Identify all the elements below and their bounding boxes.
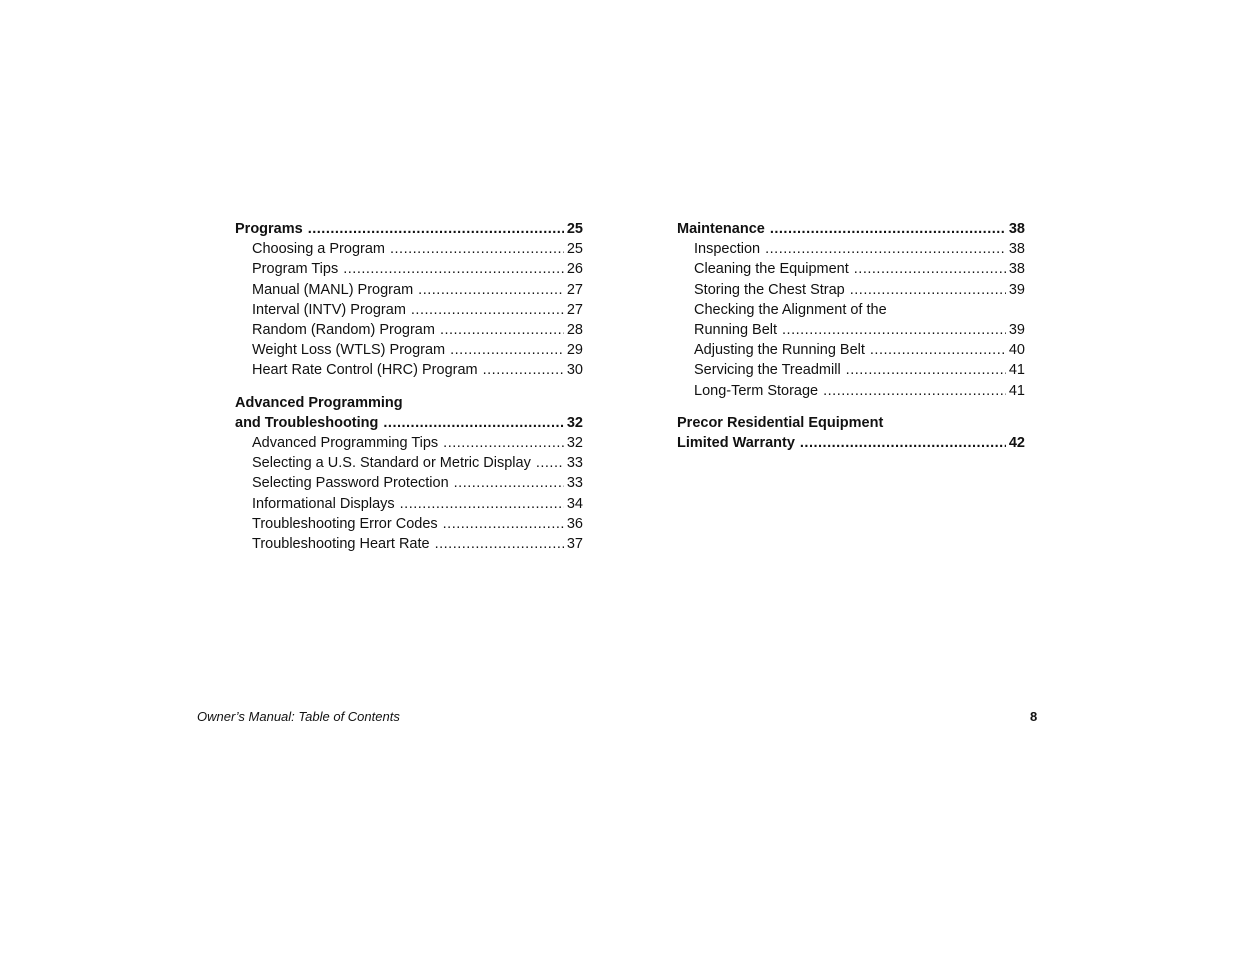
toc-entry[interactable]: Weight Loss (WTLS) Program ..... 29: [235, 340, 583, 360]
toc-entry[interactable]: Inspection ..... 38: [677, 239, 1025, 259]
toc-entry[interactable]: Cleaning the Equipment ..... 38: [677, 259, 1025, 279]
toc-entry[interactable]: Heart Rate Control (HRC) Program ..... 30: [235, 360, 583, 380]
footer-page-number: 8: [1030, 709, 1038, 724]
toc-entry[interactable]: Manual (MANL) Program ..... 27: [235, 280, 583, 300]
footer-title: Owner’s Manual: Table of Contents: [197, 709, 400, 724]
toc-heading-advanced[interactable]: and Troubleshooting ..... 32: [235, 413, 583, 433]
toc-entry[interactable]: Selecting a U.S. Standard or Metric Display ..... 33: [235, 453, 583, 473]
toc-entry[interactable]: Selecting Password Protection ..... 33: [235, 473, 583, 493]
toc-entry[interactable]: Advanced Programming Tips ..... 32: [235, 433, 583, 453]
toc-heading-warranty[interactable]: Limited Warranty ..... 42: [677, 433, 1025, 453]
toc-entry[interactable]: Storing the Chest Strap ..... 39: [677, 280, 1025, 300]
toc-left-column: [235, 219, 583, 554]
toc-entry[interactable]: Random (Random) Program ..... 28: [235, 320, 583, 340]
toc-entry[interactable]: Informational Displays ..... 34: [235, 494, 583, 514]
toc-entry[interactable]: Troubleshooting Error Codes ..... 36: [235, 514, 583, 534]
toc-entry[interactable]: Servicing the Treadmill ..... 41: [677, 360, 1025, 380]
toc-entry[interactable]: Running Belt ..... 39: [677, 320, 1025, 340]
toc-entry[interactable]: Adjusting the Running Belt ..... 40: [677, 340, 1025, 360]
toc-entry-alignment-line1[interactable]: Checking the Alignment of the: [694, 301, 887, 318]
toc-heading-advanced-line1[interactable]: Advanced Programming: [235, 394, 403, 411]
toc-entry[interactable]: Troubleshooting Heart Rate ..... 37: [235, 534, 583, 554]
toc-entry[interactable]: Interval (INTV) Program ..... 27: [235, 300, 583, 320]
toc-heading-maintenance[interactable]: Maintenance ..... 38: [677, 219, 1025, 239]
toc-entry[interactable]: Choosing a Program ..... 25: [235, 239, 583, 259]
toc-heading-warranty-line1[interactable]: Precor Residential Equipment: [677, 414, 884, 431]
toc-heading-programs[interactable]: Programs ..... 25: [235, 219, 583, 239]
toc-right-column: [677, 219, 1025, 453]
toc-entry[interactable]: Long-Term Storage ..... 41: [677, 381, 1025, 401]
toc-entry[interactable]: Program Tips ..... 26: [235, 259, 583, 279]
